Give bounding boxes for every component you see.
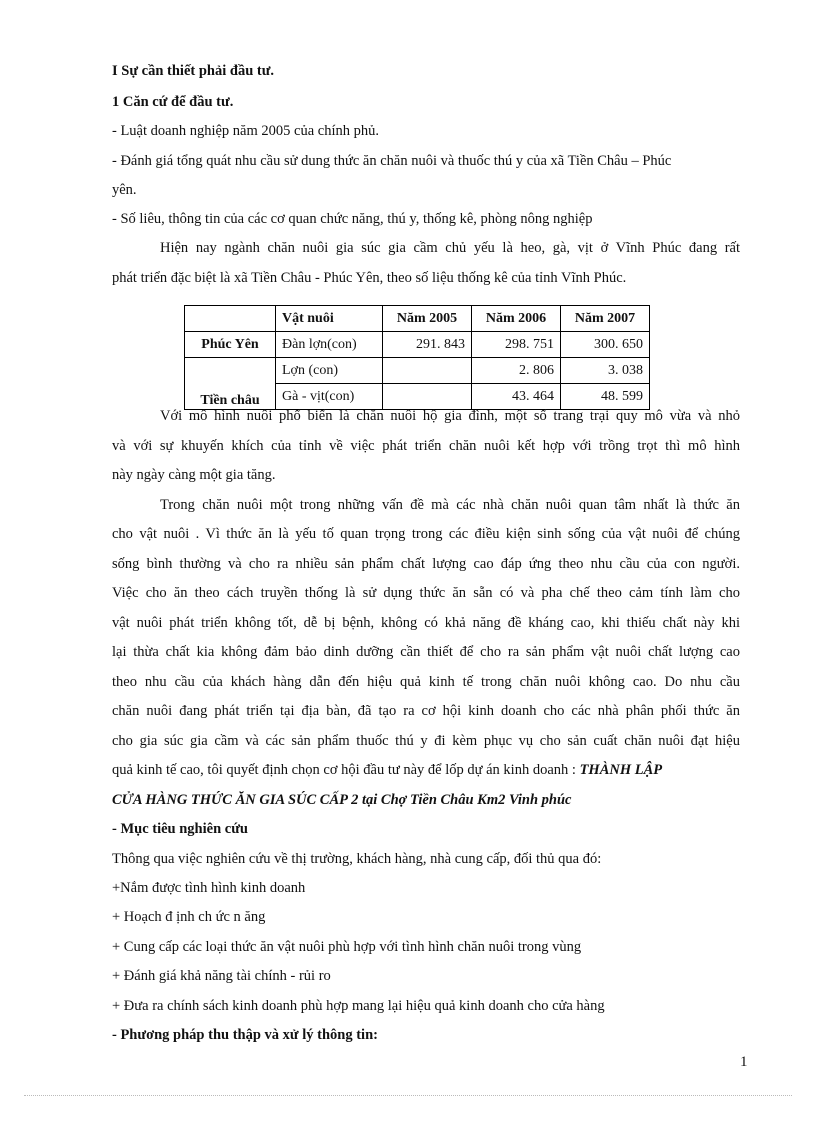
paragraph-line: Việc cho ăn theo cách truyền thống là sử dụng thức ăn sẵn có và pha chế theo cảm tính làm cho <box>112 585 740 601</box>
table-header-cell: Vật nuôi <box>276 306 383 332</box>
value-cell: 2. 806 <box>472 358 561 384</box>
value-cell: 3. 038 <box>561 358 650 384</box>
region-cell: Phúc Yên <box>185 332 276 358</box>
table-header-cell: Năm 2006 <box>472 306 561 332</box>
paragraph-line: và với sự khuyến khích của tỉnh về việc phát triển chăn nuôi kết hợp với trồng trọt thì mô hình <box>112 438 740 454</box>
value-cell <box>383 358 472 384</box>
page-footer-divider <box>24 1095 792 1096</box>
value-cell: 298. 751 <box>472 332 561 358</box>
basis-item: - Số liêu, thông tin của các cơ quan chức năng, thú y, thống kê, phòng nông nghiệp <box>112 211 593 227</box>
paragraph-line: vật nuôi phát triển không tốt, dễ bị bệnh, không có khả năng đề kháng cao, khi thiếu chất này khi <box>112 615 740 631</box>
livestock-table <box>184 305 650 410</box>
page-number: 1 <box>740 1054 748 1070</box>
subsection-heading: 1 Căn cứ để đầu tư. <box>112 94 234 110</box>
basis-item: - Đánh giá tổng quát nhu cầu sử dung thức ăn chăn nuôi và thuốc thú y của xã Tiền Châu – Phúc <box>112 153 672 169</box>
paragraph-line: chăn nuôi đang phát triển tại địa bàn, đã tạo ra cơ hội kinh doanh cho các nhà phân phối thức ăn <box>112 703 740 719</box>
paragraph-line <box>112 760 662 780</box>
paragraph-line: theo nhu cầu của khách hàng dẫn đến hiệu quả kinh tế trong chăn nuôi không cao. Do nhu cầu <box>112 674 740 690</box>
project-title: CỬA HÀNG THỨC ĂN GIA SÚC CẤP 2 tại Chợ Tiền Châu Km2 Vinh phúc <box>112 792 572 808</box>
paragraph-text: quả kinh tế cao, tôi quyết định chọn cơ hội đầu tư này để lốp dự án kinh doanh : <box>112 762 580 778</box>
objectives-heading: - Mục tiêu nghiên cứu <box>112 821 248 837</box>
paragraph-line: sống bình thường và cho ra nhiều sản phẩm chất lượng cao đáp ứng theo nhu cầu của con người. <box>112 556 740 572</box>
paragraph-line: cho gia súc gia cầm và các sản phẩm thuốc thú y đi kèm phục vụ cho sản cuất chăn nuôi đạt hiệu <box>112 733 740 749</box>
animal-cell: Gà - vịt(con) <box>276 384 383 410</box>
objective-item: + Đánh giá khả năng tài chính - rủi ro <box>112 968 331 984</box>
objectives-intro: Thông qua việc nghiên cứu về thị trường, khách hàng, nhà cung cấp, đối thủ qua đó: <box>112 851 602 867</box>
objective-item: +Nắm được tình hình kinh doanh <box>112 880 306 896</box>
basis-item: yên. <box>112 182 137 198</box>
animal-cell: Lợn (con) <box>276 358 383 384</box>
table-header-cell <box>185 306 276 332</box>
region-cell: Tiền châu <box>185 358 276 410</box>
objective-item: + Cung cấp các loại thức ăn vật nuôi phù hợp với tình hình chăn nuôi trong vùng <box>112 939 582 955</box>
value-cell: 43. 464 <box>472 384 561 410</box>
table-row <box>185 332 650 358</box>
basis-item: - Luật doanh nghiệp năm 2005 của chính phủ. <box>112 123 379 139</box>
animal-cell: Đàn lợn(con) <box>276 332 383 358</box>
value-cell: 300. 650 <box>561 332 650 358</box>
paragraph-line: Trong chăn nuôi một trong những vấn đề mà các nhà chăn nuôi quan tâm nhất là thức ăn <box>160 497 740 513</box>
intro-paragraph-line: Hiện nay ngành chăn nuôi gia súc gia cầm chủ yếu là heo, gà, vịt ở Vĩnh Phúc đang rất <box>160 240 740 256</box>
table-header-cell: Năm 2007 <box>561 306 650 332</box>
paragraph-line: này ngày càng một gia tăng. <box>112 467 276 483</box>
paragraph-line: lại thừa chất kia không đảm bảo dinh dưỡng cần thiết để cho ra sản phẩm vật nuôi chất lượng cao <box>112 644 740 660</box>
table-header-row <box>185 306 650 332</box>
section-heading: I Sự cần thiết phải đầu tư. <box>112 63 275 79</box>
objective-item: + Hoạch đ ịnh ch ức n ăng <box>112 909 266 925</box>
value-cell: 291. 843 <box>383 332 472 358</box>
methods-heading: - Phương pháp thu thập và xử lý thông tin: <box>112 1027 378 1043</box>
project-title-start: THÀNH LẬP <box>579 762 663 778</box>
value-cell: 48. 599 <box>561 384 650 410</box>
paragraph-line: cho vật nuôi . Vì thức ăn là yếu tố quan trọng trong các điều kiện sinh sống của vật nuôi để chúng <box>112 526 740 542</box>
intro-paragraph-line: phát triển đặc biệt là xã Tiền Châu - Phúc Yên, theo số liệu thống kê của tỉnh Vĩnh Phúc. <box>112 270 627 286</box>
table-row <box>185 358 650 384</box>
paragraph-line: Với mô hình nuôi phổ biến là chăn nuôi hộ gia đình, một số trang trại quy mô vừa và nhỏ <box>160 408 740 424</box>
objective-item: + Đưa ra chính sách kinh doanh phù hợp mang lại hiệu quả kinh doanh cho cửa hàng <box>112 998 605 1014</box>
table-header-cell: Năm 2005 <box>383 306 472 332</box>
